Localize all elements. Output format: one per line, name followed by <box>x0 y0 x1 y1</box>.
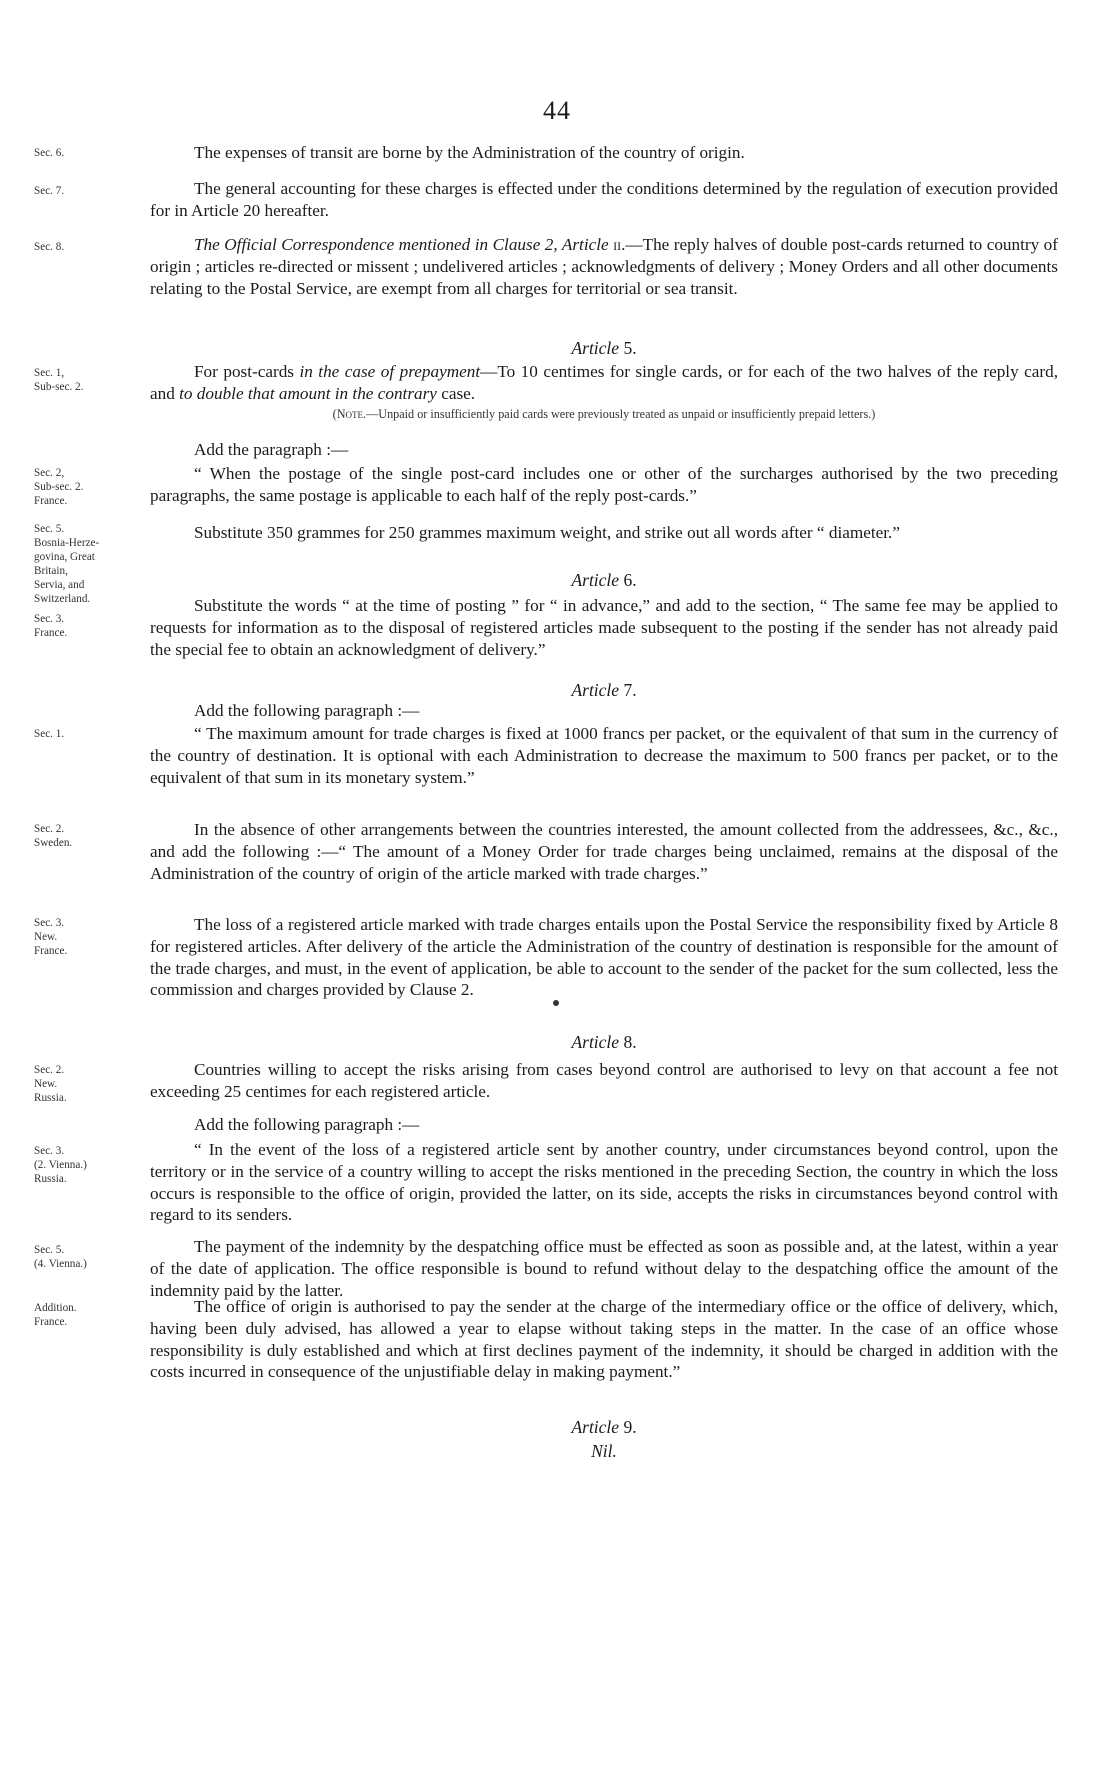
article-9-nil: Nil. <box>591 1441 617 1461</box>
sec-8-lead: The Official Correspondence mentioned in Clause 2, Article <box>194 235 614 254</box>
paragraph-art8-sec2: Countries willing to accept the risks arising from cases beyond control are authorised to levy on that account a fee not exceeding 25 centimes for each registered article. <box>150 1060 1058 1101</box>
margin-note-sec-7: Sec. 7. <box>34 185 65 197</box>
paragraph-sec-6: The expenses of transit are borne by the Administration of the country of origin. <box>194 143 745 162</box>
paragraph-art6: Substitute the words “ at the time of posting ” for “ in advance,” and add to the section, “ The same fee may be applied to requests for information as to the disposal of registered articles made subsequent to the posting if the sender has not already paid the special fee to obtain an acknowledgment of delivery.” <box>150 596 1058 659</box>
article-7-heading <box>150 679 1058 701</box>
paragraph-art5-sec2: “ When the postage of the single post-card includes one or other of the surcharges authorised by the two preceding paragraphs, the same postage is applicable to each half of the reply post-cards.” <box>150 464 1058 505</box>
article-word: Article <box>571 1417 620 1437</box>
article-number: 8. <box>623 1032 637 1052</box>
margin-note-art7-sec-1: Sec. 1. <box>34 728 65 740</box>
article-word: Article <box>571 338 620 358</box>
paragraph-art8-sec3: “ In the event of the loss of a registered article sent by another country, under circumstances beyond control, upon the territory or in the service of a country willing to accept the risks mentioned in the preceding Section, the country in which the loss occurs is responsible to the office of origin, provided the latter, on its side, accepts the risks in circumstances beyond control with regard to its senders. <box>150 1140 1058 1225</box>
art5-text-e: case. <box>436 383 476 403</box>
article-number: 5. <box>623 338 637 358</box>
printers-mark <box>553 1000 559 1006</box>
article-number: 6. <box>623 570 637 590</box>
article-word: Article <box>571 680 620 700</box>
margin-note-addition-france: Addition. France. <box>34 1302 77 1328</box>
note-label: Note. <box>336 407 367 421</box>
add-paragraph-1: Add the paragraph :— <box>194 440 349 459</box>
note-text: —Unpaid or insufficiently paid cards were previously treated as unpaid or insufficiently prepaid letters.) <box>366 407 876 421</box>
margin-note-sec-3-vienna-russia: Sec. 3. (2. Vienna.) Russia. <box>34 1145 87 1185</box>
article-9-heading <box>150 1416 1058 1438</box>
margin-note-sec-2-sweden: Sec. 2. Sweden. <box>34 823 73 849</box>
article-8-heading <box>150 1031 1058 1053</box>
page-number: 44 <box>543 96 571 125</box>
art5-text-b: in the case of prepayment <box>299 362 481 381</box>
margin-note-sec-5-vienna: Sec. 5. (4. Vienna.) <box>34 1244 87 1270</box>
art5-text-d: to double that amount in the contrary <box>179 383 437 403</box>
paragraph-art8-sec5: The payment of the indemnity by the despatching office must be effected as soon as possible and, at the latest, within a year of the date of application. The office responsible is bound to refund without delay to the despatching office the amount of the indemnity paid by the latter. <box>150 1237 1058 1300</box>
note-open: ( <box>332 407 337 421</box>
margin-note-sec-6: Sec. 6. <box>34 147 65 159</box>
paragraph-art5-sec5: Substitute 350 grammes for 250 grammes maximum weight, and strike out all words after “ diameter.” <box>194 523 900 542</box>
margin-note-sec-5-countries: Sec. 5. Bosnia-Herze- govina, Great Britain, Servia, and Switzerland. <box>34 523 100 605</box>
paragraph-art7-sec2: In the absence of other arrangements between the countries interested, the amount collected from the addressees, &c., &c., and add the following :—“ The amount of a Money Order for trade charges being unclaimed, remains at the disposal of the Administration of the country of origin of the article marked with trade charges.” <box>150 820 1058 883</box>
article-6-heading <box>150 569 1058 591</box>
sec-8-roman: ii. <box>613 235 626 254</box>
margin-note-sec-3-new-france: Sec. 3. New. France. <box>34 917 68 957</box>
article-5-heading <box>150 337 1058 359</box>
margin-note-sec-2-new-russia: Sec. 2. New. Russia. <box>34 1064 67 1104</box>
margin-note-sec-3-france: Sec. 3. France. <box>34 613 68 639</box>
article-number: 9. <box>623 1417 637 1437</box>
paragraph-sec-8 <box>150 234 1058 299</box>
paragraph-art8-addition: The office of origin is authorised to pay the sender at the charge of the intermediary office or the office of delivery, which, having been duly advised, has allowed a year to elapse without taking steps in the matter. In the case of an office whose responsibility is duly established and which at first declines payment of the indemnity, it should be charged in addition with the costs incurred in consequence of the unjustifiable delay in making payment.” <box>150 1297 1058 1382</box>
article-word: Article <box>571 1032 620 1052</box>
art5-text-a: For post-cards <box>194 362 300 381</box>
margin-note-sec-2-france: Sec. 2, Sub-sec. 2. France. <box>34 467 84 507</box>
paragraph-sec-7: The general accounting for these charges is effected under the conditions determined by the regulation of execution provided for in Article 20 hereafter. <box>150 179 1058 220</box>
article-word: Article <box>571 570 620 590</box>
article-number: 7. <box>623 680 637 700</box>
add-paragraph-2: Add the following paragraph :— <box>194 701 420 720</box>
margin-note-sec-1-sub-2: Sec. 1, Sub-sec. 2. <box>34 367 84 393</box>
paragraph-art7-sec3: The loss of a registered article marked with trade charges entails upon the Postal Service the responsibility fixed by Article 8 for registered articles. After delivery of the article the Administration of the country of destination is responsible for the amount of the trade charges, and must, in the event of application, be able to account to the sender of the packet for the sum collected, less the commission and charges provided by Clause 2. <box>150 915 1058 1000</box>
paragraph-art7-sec1: “ The maximum amount for trade charges is fixed at 1000 francs per packet, or the equivalent of that sum in the currency of the country of destination. It is optional with each Administration to decrease the maximum to 500 francs per packet, or to the equivalent of that sum in its monetary system.” <box>150 724 1058 787</box>
sec-8-body: —The reply halves of double post-cards returned to country of origin ; articles re-directed or missent ; undelivered articles ; acknowledgments of delivery ; Money Orders and all other documents relating to the Postal Service, are exempt from all charges for territorial or sea transit. <box>150 235 1058 298</box>
margin-note-sec-8: Sec. 8. <box>34 241 65 253</box>
add-paragraph-3: Add the following paragraph :— <box>194 1115 420 1134</box>
paragraph-art5-sec1 <box>150 361 1058 405</box>
art5-text-c: —To 10 centimes for single cards, or for each of the two halves of the reply card, and <box>150 362 1059 403</box>
note-prior-treatment <box>150 406 1058 422</box>
